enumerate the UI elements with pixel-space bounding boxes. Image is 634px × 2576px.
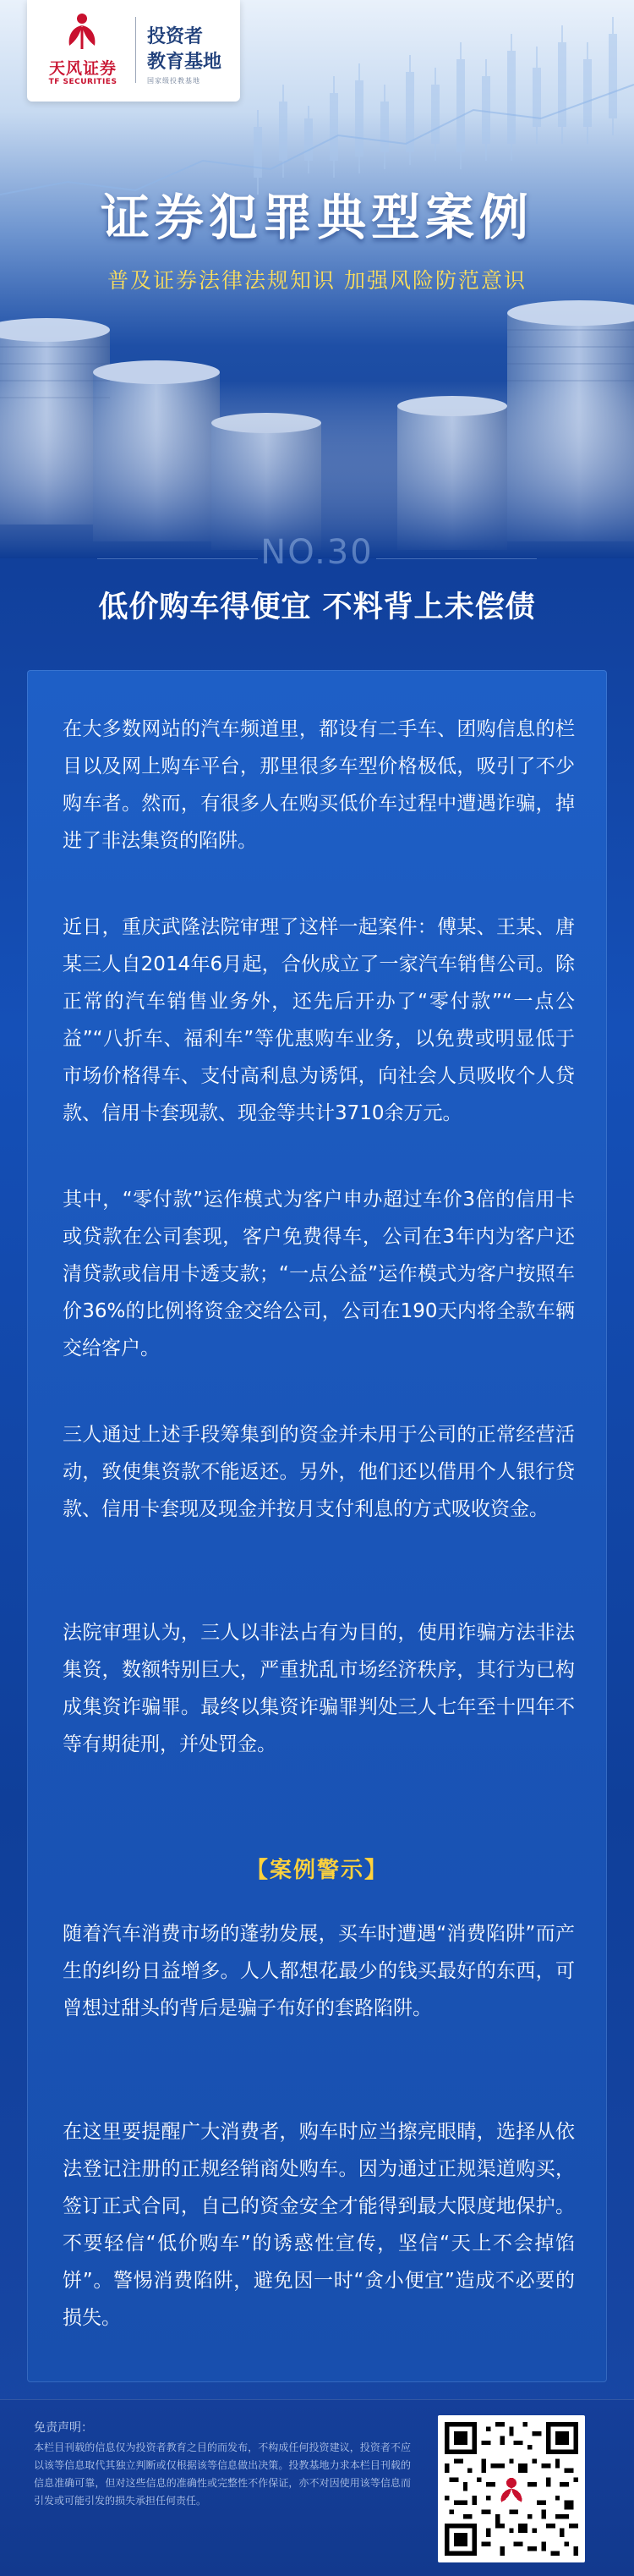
brand-name-en: TF SECURITIES	[48, 78, 118, 86]
brand-logo-card	[27, 0, 240, 102]
warning-section-title: 【案例警示】	[245, 1858, 388, 1883]
tf-flower-logo-icon	[61, 12, 103, 51]
brand-name-cn: 天风证券	[48, 59, 117, 78]
warning-paragraph: 在这里要提醒广大消费者，购车时应当擦亮眼睛，选择从依法登记注册的正规经销商处购车。因为通过正规渠道购买，签订正式合同，自己的资金安全才能得到最大限度地保护。不要轻信“低价购车”的诱惑性宣传，坚信“天上不会掉馅饼”。警惕消费陷阱，避免因一时“贪小便宜”造成不必要的损失。	[63, 2121, 575, 2329]
page-subtitle: 普及证券法律法规知识 加强风险防范意识	[107, 268, 527, 293]
disclaimer-heading: 免责声明：	[34, 2421, 93, 2435]
hero-banner	[0, 0, 634, 558]
article-paragraph: 在大多数网站的汽车频道里，都设有二手车、团购信息的栏目以及网上购车平台，那里很多车型价格极低，吸引了不少购车者。然而，有很多人在购买低价车过程中遭遇诈骗，掉进了非法集资的陷阱。	[63, 718, 575, 852]
article-card	[27, 670, 607, 2382]
disclaimer-text: 本栏目刊载的信息仅为投资者教育之目的而发布，不构成任何投资建议，投资者不应以该等信息取代其独立判断或仅根据该等信息做出决策。投教基地力求本栏目刊载的信息准确可靠，但对这些信息的准确性或完整性不作保证，亦不对因使用该等信息而引发或可能引发的损失承担任何责任。	[34, 2441, 411, 2507]
article-paragraph: 法院审理认为，三人以非法占有为目的，使用诈骗方法非法集资，数额特别巨大，严重扰乱市场经济秩序，其行为已构成集资诈骗罪。最终以集资诈骗罪判处三人七年至十四年不等有期徒刑，并处罚金。	[63, 1622, 575, 1755]
case-title: 低价购车得便宜 不料背上未偿债	[98, 590, 536, 624]
disclaimer-footer	[0, 2399, 634, 2576]
edu-base-line1: 投资者	[147, 26, 204, 47]
edu-base-line2: 教育基地	[147, 52, 222, 73]
page-title: 证券犯罪典型案例	[100, 189, 533, 246]
edu-base-sub: 国家级投教基地	[147, 77, 200, 85]
warning-paragraph: 随着汽车消费市场的蓬勃发展，买车时遭遇“消费陷阱”而产生的纠纷日益增多。人人都想花最少的钱买最好的东西，可曾想过甜头的背后是骗子布好的套路陷阱。	[63, 1923, 575, 2019]
logo-divider	[135, 17, 136, 83]
coin-stacks-illustration	[0, 279, 634, 558]
qr-code-icon	[445, 2422, 578, 2556]
case-number: NO.30	[260, 533, 374, 572]
article-paragraph: 三人通过上述手段筹集到的资金并未用于公司的正常经营活动，致使集资款不能返还。另外，他们还以借用个人银行贷款、信用卡套现及现金并按月支付利息的方式吸收资金。	[63, 1424, 575, 1520]
article-paragraph: 近日，重庆武隆法院审理了这样一起案件：傅某、王某、唐某三人自2014年6月起，合伙成立了一家汽车销售公司。除正常的汽车销售业务外，还先后开办了“零付款”“一点公益”“八折车、福利车”等优惠购车业务，以免费或明显低于市场价格得车、支付高利息为诱饵，向社会人员吸收个人贷款、信用卡套现款、现金等共计3710余万元。	[63, 916, 575, 1124]
article-paragraph: 其中，“零付款”运作模式为客户申办超过车价3倍的信用卡或贷款在公司套现，客户免费得车，公司在3年内为客户还清贷款或信用卡透支款；“一点公益”运作模式为客户按照车价36%的比例将资金交给公司，公司在190天内将全款车辆交给客户。	[63, 1189, 575, 1359]
qr-code[interactable]	[438, 2415, 585, 2562]
